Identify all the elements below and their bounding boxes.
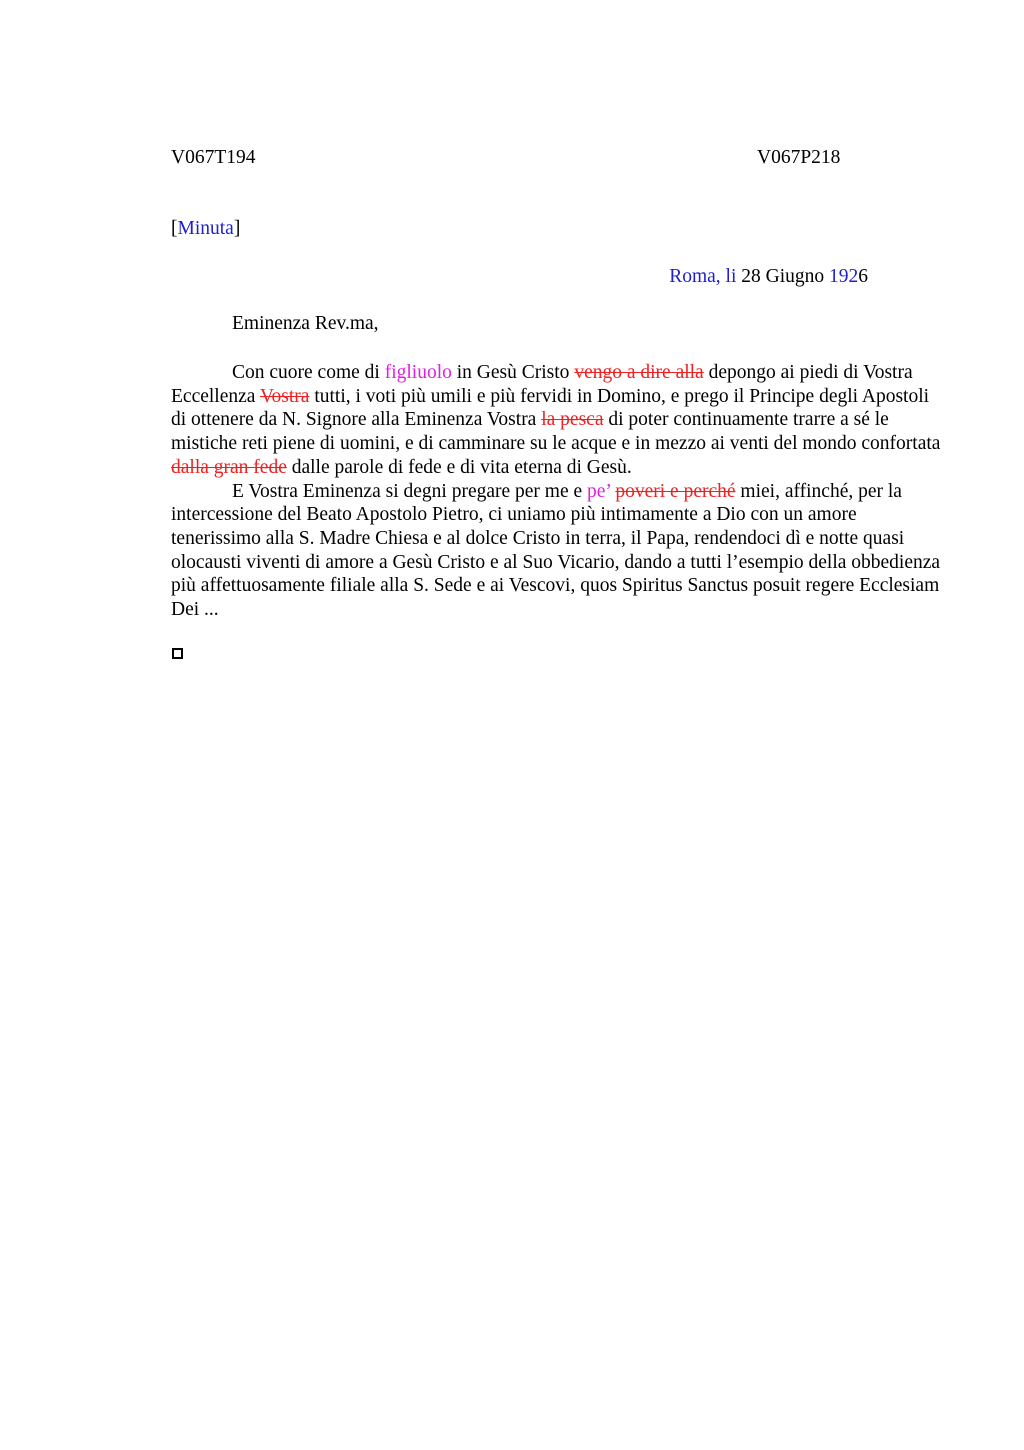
document-code-left: V067T194 bbox=[171, 147, 256, 168]
text-run: E Vostra Eminenza si degni pregare per me e bbox=[232, 480, 588, 502]
text-run: in Gesù Cristo bbox=[451, 362, 575, 383]
deleted-text: vengo a dire alla bbox=[574, 362, 704, 383]
deleted-text: dalla gran fede bbox=[171, 456, 287, 478]
paragraph-2 bbox=[171, 480, 941, 622]
text-run: tutti, i voti più umili e più fervidi in Domino, e prego il Principe degli Apostoli di ottenere da N. Signore alla Eminenza Vostra bbox=[171, 385, 930, 431]
inserted-text: figliuolo bbox=[384, 362, 452, 383]
document-code-right: V067P218 bbox=[757, 147, 841, 168]
text-run: miei, affinché, per la intercessione del Beato Apostolo Pietro, ci uniamo più intimamente a Dio con un amore tenerissimo alla S. Madre Chiesa e al dolce Cristo in terra, il Papa, rendendoci dì e notte quasi olocausti viventi di amore a Gesù Cristo e al Suo Vicario, dando a tutti l’esempio della obbedienza più affettuosamente filiale alla S. Sede e ai Vescovi, quos Spiritus Sanctus posuit regere Ecclesiam Dei ... bbox=[171, 480, 941, 621]
place-label: Roma, li bbox=[669, 266, 737, 287]
salutation: Eminenza Rev.ma, bbox=[232, 313, 379, 334]
bracket-close: ] bbox=[233, 218, 241, 239]
inserted-text: pe’ bbox=[587, 480, 611, 502]
text-run: Con cuore come di bbox=[232, 362, 385, 383]
text-run: dalle parole di fede e di vita eterna di Gesù. bbox=[286, 456, 632, 478]
letter-body bbox=[171, 361, 941, 622]
bracket-open: [ bbox=[171, 218, 178, 239]
day-month: 28 Giugno bbox=[736, 266, 829, 287]
text-run: di poter continuamente trarre a sé le mistiche reti piene di uomini, e di camminare su le acque e in mezzo ai venti del mondo confortata bbox=[171, 409, 941, 455]
paragraph-1 bbox=[171, 361, 941, 480]
deleted-text: la pesca bbox=[541, 409, 604, 431]
document-type bbox=[171, 218, 240, 240]
year-prefix: 192 bbox=[829, 266, 859, 287]
year-suffix: 6 bbox=[858, 266, 868, 287]
place-date-line bbox=[669, 266, 868, 288]
square-outline-icon bbox=[172, 648, 183, 659]
deleted-text: poveri e perché bbox=[615, 480, 736, 502]
text-run: depongo ai piedi di Vostra Eccellenza bbox=[171, 362, 913, 407]
deleted-text: Vostra bbox=[259, 385, 310, 407]
document-type-label: Minuta bbox=[177, 218, 234, 239]
